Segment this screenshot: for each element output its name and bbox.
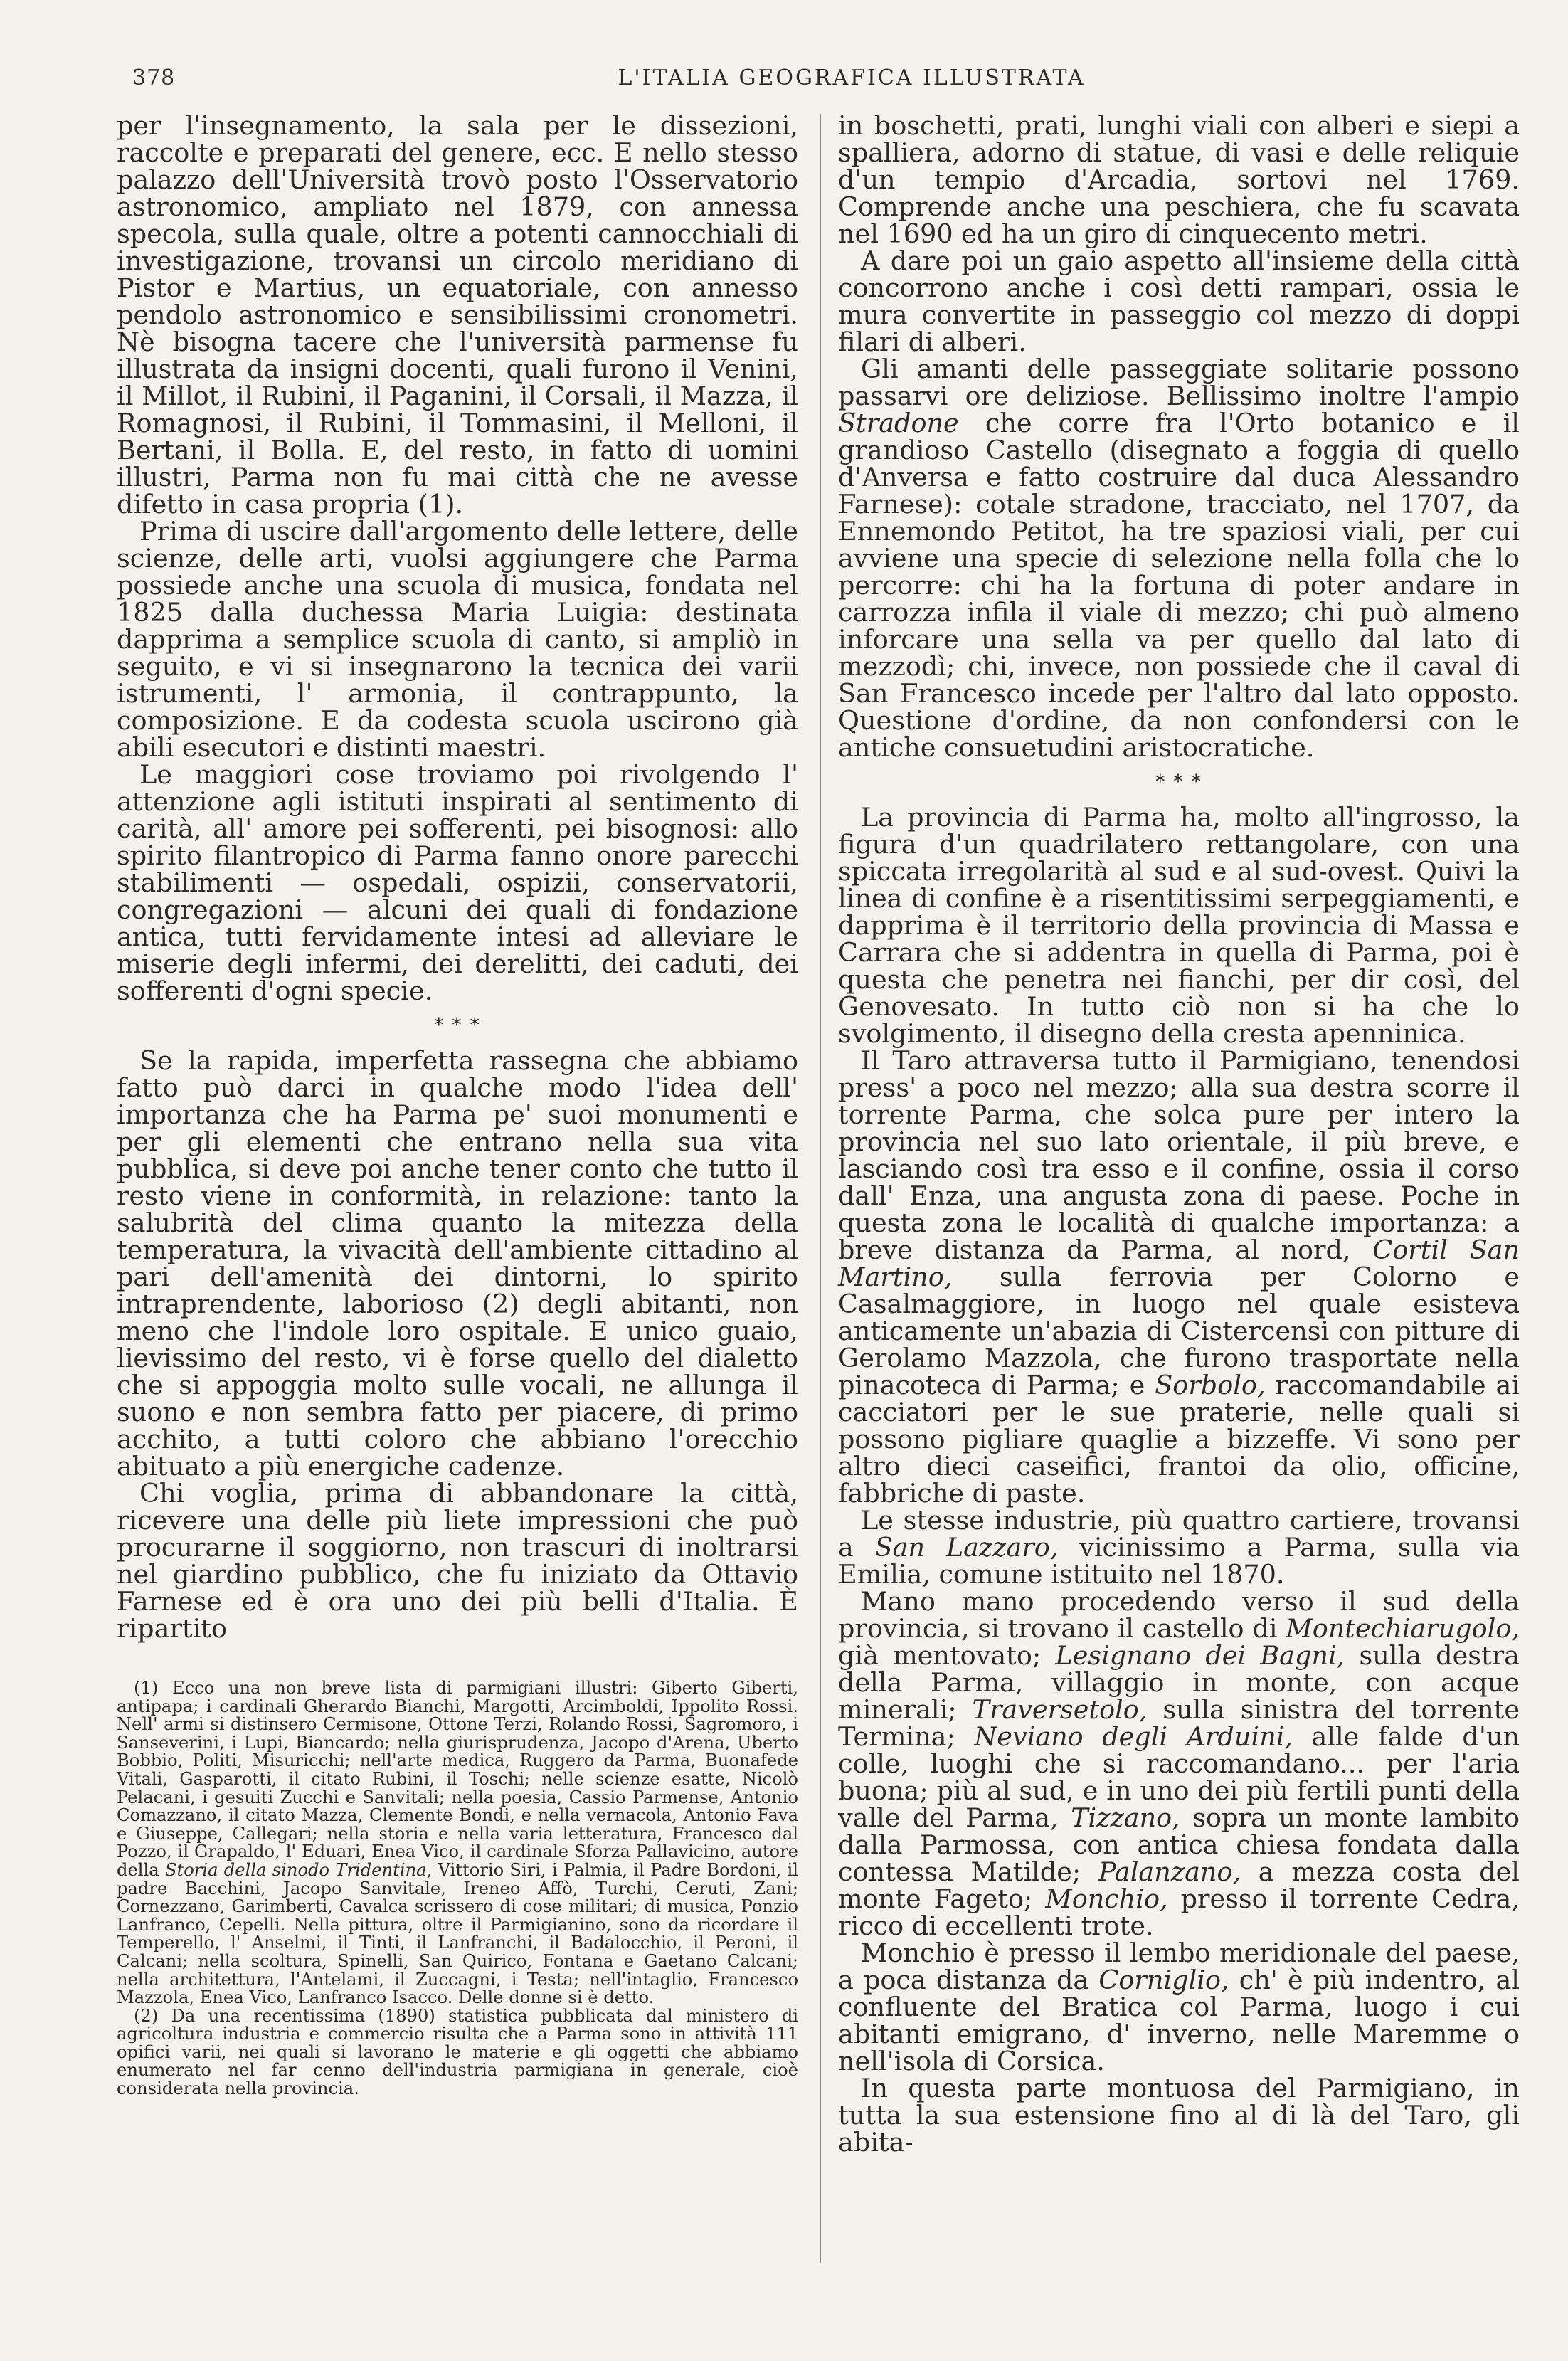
paragraph: Il Taro attraversa tutto il Parmigiano, tenendosi press' a poco nel mezzo; alla sua destra scorre il torrente Parma, che solca pure per intero la provincia nel suo lato orientale, il più breve, e lasciando così tra esso e il confine, ossia il corso dall' Enza, una angusta zona di paese. Poche in questa zona le località di qualche importanza: a breve distanza da Parma, al nord, Cortil San Martino, sulla ferrovia per Colorno e Casalmaggiore, in luogo nel quale esisteva anticamente un'abazia di Cistercensi con pitture di Gerolamo Mazzola, che furono trasportate nella pinacoteca di Parma; e Sorbolo, raccomandabile ai cacciatori per le sue praterie, nelle quali si possono pigliare quaglie a bizzeffe. Vi sono per altro dieci caseifici, frantoi da olio, officine, fabbriche di paste. xyxy=(838,1045,1520,1509)
column-divider xyxy=(820,114,821,2263)
paragraph: Le stesse industrie, più quattro cartiere, trovansi a San Lazzaro, vicinissimo a Parma, sulla via Emilia, comune istituito nel 1870. xyxy=(838,1505,1520,1590)
paragraph: La provincia di Parma ha, molto all'ingrosso, la figura d'un quadrilatero rettangolare, con una spiccata irregolarità al sud e al sud-ovest. Quivi la linea di confine è a risentitissimi serpeggiamenti, e dapprima è il territorio della provincia di Massa e Carrara che si addentra in quella di Parma, poi è questa che penetra nei fianchi, per dir così, del Genovesato. In tutto ciò non si ha che lo svolgimento, il disegno della cresta apenninica. xyxy=(838,802,1520,1049)
left-column xyxy=(117,112,798,2098)
right-column xyxy=(838,112,1520,2156)
paragraph: In questa parte montuosa del Parmigiano, in tutta la sua estensione fino al di là del Taro, gli abita- xyxy=(838,2073,1520,2157)
paragraph: A dare poi un gaio aspetto all'insieme della città concorrono anche i così detti rampari, ossia le mura convertite in passeggio col mezzo di doppi filari di alberi. xyxy=(838,245,1520,357)
footnote-2: (2) Da una recentissima (1890) statistica pubblicata dal ministero di agricoltura industria e commercio risulta che a Parma sono in attività 111 opifici varii, nei quali si lavorano le materie e gli oggetti che abbiamo enumerato nel far cenno dell'industria parmigiana in generale, cioè considerata nella provincia. xyxy=(117,2005,798,2099)
running-title: L'ITALIA GEOGRAFICA ILLUSTRATA xyxy=(618,65,1086,90)
paragraph: Gli amanti delle passeggiate solitarie possono passarvi ore deliziose. Bellissimo inoltre l'ampio Stradone che corre fra l'Orto botanico e il grandioso Castello (disegnato a foggia di quello d'Anversa e fatto costruire dal duca Alessandro Farnese): cotale stradone, tracciato, nel 1707, da Ennemondo Petitot, ha tre spaziosi viali, per cui avviene una specie di selezione nella folla che lo percorre: chi ha la fortuna di poter andare in carrozza infila il viale di mezzo; chi può almeno inforcare una sella va per quello dal lato di mezzodì; chi, invece, non possiede che il caval di San Francesco incede per l'altro dal lato opposto. Questione d'ordine, da non confondersi con le antiche consuetudini aristocratiche. xyxy=(838,354,1520,763)
page-number: 378 xyxy=(132,65,176,90)
footnote-italic-title: Storia della sinodo Tridentina xyxy=(164,1859,427,1880)
paragraph: per l'insegnamento, la sala per le dissezioni, raccolte e preparati del genere, ecc. E nello stesso palazzo dell'Università trovò posto l'Osservatorio astronomico, ampliato nel 1879, con annessa specola, sulla quale, oltre a potenti cannocchiali di investigazione, trovansi un circolo meridiano di Pistor e Martius, un equatoriale, con annesso pendolo astronomico e sensibilissimi cronometri. Nè bisogna tacere che l'università parmense fu illustrata da insigni docenti, quali furono il Venini, il Millot, il Rubini, il Paganini, il Corsali, il Mazza, il Romagnosi, il Rubini, il Tommasini, il Melloni, il Bertani, il Bolla. E, del resto, in fatto di uomini illustri, Parma non fu mai città che ne avesse difetto in casa propria (1). xyxy=(117,110,798,519)
paragraph: Mano mano procedendo verso il sud della provincia, si trovano il castello di Montechiarugolo, già mentovato; Lesignano dei Bagni, sulla destra della Parma, villaggio in monte, con acque minerali; Traversetolo, sulla sinistra del torrente Termina; Neviano degli Arduini, alle falde d'un colle, luoghi che si raccomandano... per l'aria buona; più al sud, e in uno dei più fertili punti della valle del Parma, Tizzano, sopra un monte lambito dalla Parmossa, con antica chiesa fondata dalla contessa Matilde; Palanzano, a mezza costa del monte Fageto; Monchio, presso il torrente Cedra, ricco di eccellenti trote. xyxy=(838,1586,1520,1941)
paragraph: Se la rapida, imperfetta rassegna che abbiamo fatto può darci in qualche modo l'idea dell' importanza che ha Parma pe' suoi monumenti e per gli elementi che entrano nella sua vita pubblica, si deve poi anche tener conto che tutto il resto viene in conformità, in relazione: tanto la salubrità del clima quanto la mitezza della temperatura, la vivacità dell'ambiente cittadino al pari dell'amenità dei dintorni, lo spirito intraprendente, laborioso (2) degli abitanti, non meno che l'indole loro ospitale. E unico guaio, lievissimo del resto, vi è forse quello del dialetto che si appoggia molto sulle vocali, ne allunga il suono e non sembra fatto per piacere, di primo acchito, a tutti coloro che abbiano l'orecchio abituato a più energiche cadenze. xyxy=(117,1045,798,1481)
paragraph: Prima di uscire dall'argomento delle lettere, delle scienze, delle arti, vuolsi aggiungere che Parma possiede anche una scuola di musica, fondata nel 1825 dalla duchessa Maria Luigia: destinata dapprima a semplice scuola di canto, si ampliò in seguito, e vi si insegnarono la tecnica dei varii istrumenti, l' armonia, il contrappunto, la composizione. E da codesta scuola uscirono già abili esecutori e distinti maestri. xyxy=(117,516,798,763)
page-header xyxy=(114,65,1525,101)
paragraph: in boschetti, prati, lunghi viali con alberi e siepi a spalliera, adorno di statue, di vasi e delle reliquie d'un tempio d'Arcadia, sortovi nel 1769. Comprende anche una peschiera, che fu scavata nel 1690 ed ha un giro di cinquecento metri. xyxy=(838,110,1520,249)
paragraph: Le maggiori cose troviamo poi rivolgendo l' attenzione agli istituti inspirati al sentimento di carità, all' amore pei sofferenti, pei bisognosi: allo spirito filantropico di Parma fanno onore parecchi stabilimenti — ospedali, ospizii, conservatorii, congregazioni — alcuni dei quali di fondazione antica, tutti fervidamente intesi ad alleviare le miserie degli infermi, dei derelitti, dei caduti, dei sofferenti d'ogni specie. xyxy=(117,759,798,1006)
footnote-1: (1) Ecco una non breve lista di parmigiani illustri: Giberto Giberti, antipapa; i cardinali Gherardo Bianchi, Margotti, Arcimboldi, Ippolito Rossi. Nell' armi si distinsero Cermisone, Ottone Terzi, Rolando Rossi, Sagromoro, i Sanseverini, i Lupi, Biancardo; nella giurisprudenza, Jacopo d'Arena, Uberto Bobbio, Politi, Misuricchi; nell'arte medica, Ruggero da Parma, Buonafede Vitali, Gasparotti, il citato Rubini, il Toschi; nelle scienze esatte, Nicolò Pelacani, i gesuiti Zucchi e Sanvitali; nella poesia, Cassio Parmense, Antonio Comazzano, il citato Mazza, Clemente Bondi, e nella vernacola, Antonio Fava e Giuseppe, Callegari; nella storia e nella varia letteratura, Francesco dal Pozzo, il Grapaldo, l' Eduari, Enea Vico, il cardinale Sforza Pallavicino, autore della Storia della sinodo Tridentina, Vittorio Siri, i Palmia, il Padre Bordoni, il padre Bacchini, Jacopo Sanvitale, Ireneo Affò, Turchi, Ceruti, Zani; Cornezzano, Garimberti, Cavalca scrissero di cose militari; di musica, Ponzio Lanfranco, Cepelli. Nella pittura, oltre il Parmigianino, sono da ricordare il Temperello, l' Anselmi, il Tinti, il Lanfranchi, il Badalocchio, il Peroni, il Calcani; nella scoltura, Spinelli, San Quirico, Fontana e Gaetano Calcani; nella architettura, l'Antelami, il Zuccagni, i Testa; nell'intaglio, Francesco Mazzola, Enea Vico, Lanfranco Isacco. Delle donne si è detto. xyxy=(117,1678,798,2008)
paragraph: Monchio è presso il lembo meridionale del paese, a poca distanza da Corniglio, ch' è più indentro, al confluente del Bratica col Parma, luogo i cui abitanti emigrano, d' inverno, nelle Maremme o nell'isola di Corsica. xyxy=(838,1938,1520,2076)
section-separator: * * * xyxy=(1155,771,1202,793)
paragraph: Chi voglia, prima di abbandonare la città, ricevere una delle più liete impressioni che può procurarne il soggiorno, non trascuri di inoltrarsi nel giardino pubblico, che fu iniziato da Ottavio Farnese ed è ora uno dei più belli d'Italia. È ripartito xyxy=(117,1478,798,1644)
footnotes xyxy=(117,1679,798,2098)
section-separator: * * * xyxy=(434,1015,481,1036)
